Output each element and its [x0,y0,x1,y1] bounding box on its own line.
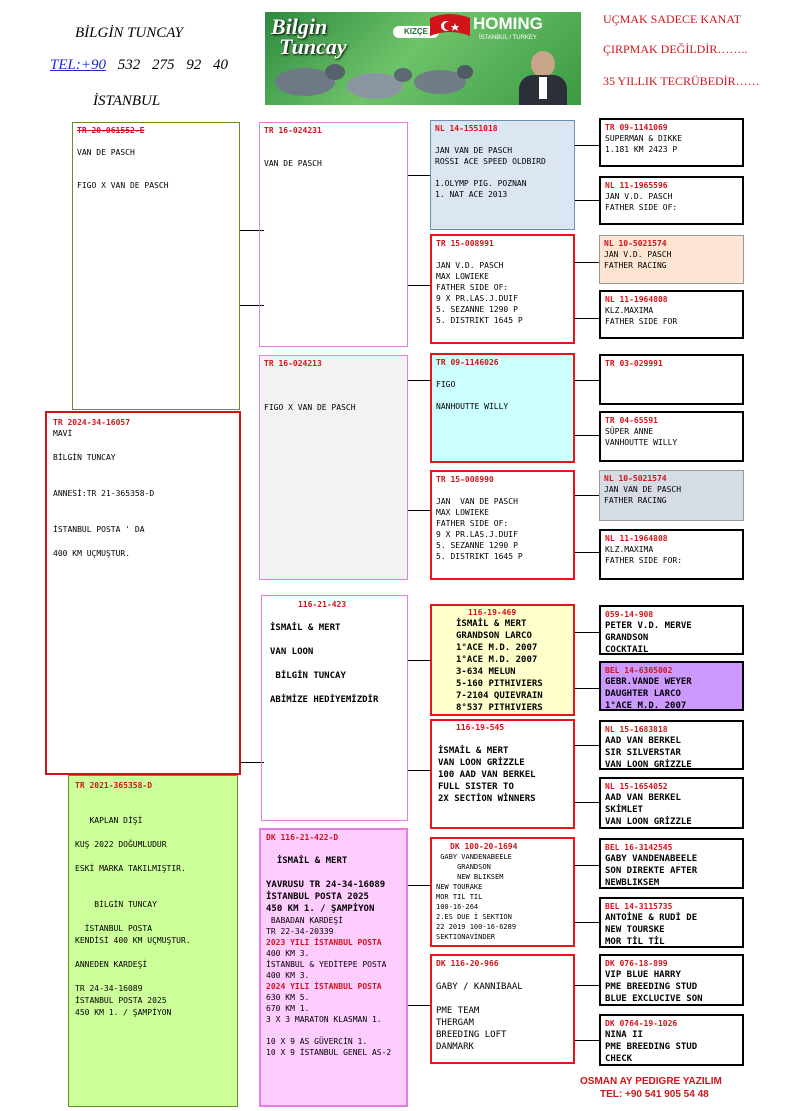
breeder-name: BİLGİN TUNCAY [75,25,183,41]
g3-card-6[interactable] [430,719,575,829]
pedigree-line: KENDİSİ 400 KM UÇMUŞTUR. [75,936,191,945]
pedigree-line [53,512,233,524]
pedigree-line [266,1025,401,1036]
pedigree-line: İSTANBUL POSTA 2025 [75,996,167,1005]
pedigree-line: KLZ.MAXIMA [605,306,654,315]
g2-ring: DK 116-21-422-D [266,833,339,842]
pedigree-line: COCKTAIL [605,645,649,655]
pedigree-line: 8°537 PITHIVIERS [456,703,543,713]
connector [575,435,599,436]
pedigree-line [77,136,235,147]
pedigree-line: VAN LOON GRİZZLE [605,760,692,770]
g4-card-9[interactable] [599,605,744,655]
g4-ring: DK 0764-19-1026 [605,1019,678,1028]
pedigree-line [53,476,233,488]
dam-ring: TR 2021-365358-D [75,781,153,790]
pedigree-line: THERGAM [436,1018,474,1028]
pedigree-line [438,733,567,745]
g2-ring: TR 16-024213 [264,359,322,368]
pedigree-line [270,634,399,646]
pedigree-line: ABİMİZE HEDİYEMİZDİR [270,695,379,705]
pedigree-line: NINA II [605,1030,643,1040]
pedigree-line: ROSSI ACE SPEED OLDBIRD [435,157,546,166]
pedigree-line: KAPLAN DİŞİ [75,816,143,825]
pedigree-line: 1.181 KM 2423 P [605,145,678,154]
sire-sire-card[interactable] [259,122,408,347]
pedigree-line [436,485,569,496]
pedigree-line: MAX LOWIEKE [436,508,489,517]
pedigree-line: GABY VANDENABEELE [605,854,698,864]
pedigree-line [436,249,569,260]
pedigree-line: 3-634 MELUN [456,667,516,677]
pedigree-line: 5. DISTRIKT 1645 P [436,552,523,561]
owner-photo [515,47,571,105]
pedigree-line [75,971,231,983]
g4-ring: 059-14-908 [605,610,654,619]
pedigree-line: BİLGİN TUNCAY [270,671,346,681]
pedigree-line [53,440,233,452]
g3-card-3[interactable] [430,353,575,463]
software-phone: TEL: +90 541 905 54 48 [600,1089,709,1100]
breeder-city: İSTANBUL [93,93,161,109]
pedigree-line: İSMAİL & MERT [266,856,348,866]
pedigree-line: VIP BLUE HARRY [605,970,681,980]
g4-card-8[interactable] [599,529,744,580]
pedigree-line: NEW TOURAKE [436,883,483,891]
pedigree-line: 9 X PR.LAS.J.DUIF [436,294,518,303]
pedigree-line [264,147,403,158]
pedigree-line [77,158,235,169]
connector [575,922,599,923]
software-credit: OSMAN AY PEDIGRE YAZILIM [580,1076,722,1087]
pedigree-line: JAN V.D. PASCH [605,192,673,201]
pedigree-line: 10 X 9 AS GÜVERCİN 1. [266,1037,368,1046]
pedigree-line: GRANDSON LARCO [456,631,532,641]
pedigree-line [435,134,570,145]
pedigree-line: VAN DE PASCH [264,159,322,168]
pedigree-line: MOR TIL TIL [436,893,483,901]
pedigree-line: 450 KM 1. / ŞAMPİYON [266,904,375,914]
g4-ring: BEL 14-3115735 [605,902,673,911]
pedigree-line: NEW TOURSKE [605,925,665,935]
g4-ring: NL 10-5021574 [604,474,667,483]
pedigree-line: 5-160 PITHIVIERS [456,679,543,689]
pedigree-line: 630 KM 5. [266,993,310,1002]
g3-card-4[interactable] [430,470,575,580]
pedigree-line: 2.ES DUE İ SEKTION [436,913,512,921]
pedigree-line [53,464,233,476]
g3-ring: TR 15-008990 [436,475,494,484]
breeder-phone [50,57,228,74]
pedigree-line: 3 X 3 MARATON KLASMAN 1. [266,1015,382,1024]
pedigree-line [436,969,569,981]
pedigree-line [53,500,233,512]
g4-ring: BEL 16-3142545 [605,843,673,852]
pedigree-line: 22 2019 100-16-6289 [436,923,517,931]
pedigree-line: SKİMLET [605,805,643,815]
connector [575,985,599,986]
g4-card-6[interactable] [599,411,744,462]
g4-ring: NL 10-5021574 [604,239,667,248]
g2-ring: TR 16-024231 [264,126,322,135]
connector [408,1005,430,1006]
pedigree-line: MAVİ [53,429,73,438]
connector [408,885,430,886]
pedigree-line [77,169,235,180]
pedigree-line: NEW BLIKSEM [436,873,504,881]
pedigree-line [266,867,401,879]
pedigree-line: 2X SECTİON WİNNERS [438,794,536,804]
pedigree-line [75,887,231,899]
g4-card-15[interactable] [599,954,744,1006]
pedigree-line [75,791,231,803]
pedigree-line [264,391,403,402]
pedigree-line: FATHER SIDE OF: [436,283,509,292]
pedigree-line: İSMAİL & MERT [438,746,509,756]
connector [408,175,430,176]
g4-card-4[interactable] [599,290,744,339]
pedigree-line: GRANDSON [605,633,649,643]
pedigree-line [264,369,403,380]
pedigree-line [75,947,231,959]
g4-card-2[interactable] [599,176,744,225]
g3-ring: 116-19-545 [456,723,505,732]
connector [575,745,599,746]
pedigree-line: İSMAİL & MERT [456,619,527,629]
g3-ring: 116-19-469 [468,608,517,617]
pedigree-line: CHECK [605,1054,633,1064]
flag-icon [430,14,470,38]
banner-brand-bottom: Tuncay [279,34,347,59]
pedigree-line: BİLGİN TUNCAY [75,900,157,909]
pedigree-line: İSTANBUL POSTA [75,924,153,933]
pedigree-line: 400 KM 3. [266,949,310,958]
pedigree-line: AAD VAN BERKEL [605,736,681,746]
pedigree-line: 100-16-264 [436,903,479,911]
g4-ring: TR 04-65591 [605,416,658,425]
g4-ring: NL 15-1683818 [605,725,668,734]
g4-card-13[interactable] [599,838,744,889]
pedigree-line: NEWBLIKSEM [605,878,660,888]
pedigree-line: JAN V.D. PASCH [436,261,504,270]
result-heading: 2024 YILI İSTANBUL POSTA [266,982,382,991]
pedigree-line: SÜPER ANNE [605,427,654,436]
g4-card-10[interactable] [599,661,744,711]
g3-ring: TR 09-1146026 [436,358,499,367]
pedigree-line [436,993,569,1005]
pedigree-line: SIR SILVERSTAR [605,748,681,758]
connector [575,552,599,553]
sire-card[interactable] [72,122,240,410]
g4-card-7[interactable] [599,470,744,521]
pedigree-line: 9 X PR.LAS.J.DUIF [436,530,518,539]
pedigree-line: KLZ.MAXIMA [605,545,654,554]
result-heading: 2023 YILI İSTANBUL POSTA [266,938,382,947]
dam-sire-card[interactable] [261,595,408,821]
pedigree-line: SUPERMAN & DIKKE [605,134,683,143]
pedigree-line [75,803,231,815]
dam-card[interactable] [68,775,238,1107]
pedigree-line: 1. NAT ACE 2013 [435,190,508,199]
g3-ring: NL 14-1551018 [435,124,498,133]
sire-dam-card[interactable] [259,355,408,580]
pedigree-line: VANHOUTTE WILLY [605,438,678,447]
connector [575,200,599,201]
pedigree-line: JAN V.D. PASCH [604,250,672,259]
g4-card-14[interactable] [599,897,744,948]
g4-ring: TR 09-1141069 [605,123,668,132]
pedigree-line: ESKİ MARKA TAKILMIŞTIR. [75,864,186,873]
pedigree-line: VAN LOON GRİZZLE [438,758,525,768]
connector [408,770,430,771]
pedigree-line: 7-2104 QUIEVRAIN [456,691,543,701]
pedigree-line: 400 KM 3. [266,971,310,980]
pedigree-line: 5. SEZANNE 1290 P [436,305,518,314]
g3-card-2[interactable] [430,234,575,344]
pedigree-line: 5. DISTRIKT 1645 P [436,316,523,325]
pedigree-line: 10 X 9 İSTANBUL GENEL AS-2 [266,1048,392,1057]
pedigree-line: DAUGHTER LARCO [605,689,681,699]
pedigree-line [75,851,231,863]
connector [575,318,599,319]
banner-badge: KIZÇE [393,26,439,38]
pedigree-line [75,875,231,887]
pedigree-line: FATHER SIDE OF: [436,519,509,528]
pedigree-line: İSTANBUL POSTA ' DA [53,525,145,534]
pedigree-line: BİLGİN TUNCAY [53,453,116,462]
pedigree-line: VAN DE PASCH [77,148,135,157]
phone-link[interactable]: TEL:+90 [50,57,106,73]
pedigree-line: 5. SEZANNE 1290 P [436,541,518,550]
pedigree-line: 1°ACE M.D. 2007 [456,643,538,653]
pedigree-line: 1°ACE M.D. 2007 [605,701,687,711]
loft-banner [265,12,581,105]
g4-card-11[interactable] [599,720,744,770]
connector [575,380,599,381]
connector [575,145,599,146]
pedigree-line [264,136,403,147]
pedigree-line [436,390,569,401]
pedigree-line: İSMAİL & MERT [270,623,341,633]
g4-ring: BEL 14-6305002 [605,666,673,675]
pedigree-line: DANMARK [436,1042,474,1052]
pedigree-line: BABADAN KARDEŞİ [266,916,344,925]
g3-card-8[interactable] [430,954,575,1064]
g4-card-1[interactable] [599,118,744,167]
pedigree-line [435,167,570,178]
pedigree-line: FATHER SIDE OF: [605,203,678,212]
pedigree-line: AAD VAN BERKEL [605,793,681,803]
g4-ring: TR 03-029991 [605,359,663,368]
connector [575,632,599,633]
pedigree-line: ANNESİ:TR 21-365358-D [53,489,155,498]
subject-ring: TR 2024-34-16057 [53,418,131,427]
pedigree-line: FATHER RACING [604,496,667,505]
g4-card-12[interactable] [599,777,744,829]
pedigree-line [264,380,403,391]
pedigree-line: SON DIREKTE AFTER [605,866,698,876]
pedigree-line: İSTANBUL & YEDİTEPE POSTA [266,960,387,969]
pedigree-line: TR 22-34-20339 [266,927,334,936]
banner-brand-right: HOMING [473,14,543,33]
pedigree-line: BREEDING LOFT [436,1030,507,1040]
phone-number: 532 275 92 40 [117,57,228,73]
connector [575,688,599,689]
connector [575,262,599,263]
pedigree-line [270,658,399,670]
banner-brand-right-sub: İSTANBUL / TURKEY [479,35,537,41]
pedigree-line: GABY VANDENABEELE [436,853,512,861]
pedigree-line: JAN VAN DE PASCH [604,485,682,494]
motto-line-3: 35 YILLIK TECRÜBEDİR…… [603,74,760,88]
g4-ring: NL 11-1964808 [605,295,668,304]
g3-card-1[interactable] [430,120,575,230]
pedigree-line: PME BREEDING STUD [605,982,698,992]
pedigree-line: FATHER SIDE FOR: [605,556,683,565]
pedigree-line: YAVRUSU TR 24-34-16089 [266,880,386,890]
pedigree-line: BLUE EXCLUCIVE SON [605,994,703,1004]
connector [408,380,430,381]
g4-card-3[interactable] [599,235,744,284]
g3-ring: DK 100-20-1694 [450,842,518,851]
pedigree-line: MOR TİL TİL [605,937,665,947]
pedigree-line: FIGO [436,380,456,389]
pedigree-line: GRANDSON [436,863,491,871]
g4-ring: NL 11-1965596 [605,181,668,190]
banner-brand-top: Bilgin [271,14,328,39]
motto-line-1: UÇMAK SADECE KANAT [603,12,742,26]
connector [408,510,430,511]
pedigree-line: ANTOİNE & RUDİ DE [605,913,698,923]
pedigree-line: 670 KM 1. [266,1004,310,1013]
pedigree-line: İSTANBUL POSTA 2025 [266,892,369,902]
pedigree-line [266,843,401,855]
g3-ring: TR 15-008991 [436,239,494,248]
connector [408,660,430,661]
pedigree-line: JAN VAN DE PASCH [436,497,518,506]
pedigree-line: KUŞ 2022 DOĞUMLUDUR [75,840,167,849]
pedigree-line: VAN LOON GRİZZLE [605,817,692,827]
pedigree-line: PME TEAM [436,1006,480,1016]
pedigree-line [270,610,399,622]
pedigree-line [53,536,233,548]
pedigree-line: VAN LOON [270,647,314,657]
subject-card[interactable] [45,411,241,775]
pedigree-line: 1°ACE M.D. 2007 [456,655,538,665]
pedigree-line: SEKTIONAVİNDER [436,933,496,941]
motto-line-2: ÇIRPMAK DEĞİLDİR…….. [603,42,748,56]
pedigree-line: NANHOUTTE WILLY [436,402,509,411]
pedigree-line: GEBR.VANDE WEYER [605,677,692,687]
pedigree-line: FIGO X VAN DE PASCH [264,403,356,412]
pedigree-line: 450 KM 1. / ŞAMPİYON [75,1008,172,1017]
pedigree-line: FIGO X VAN DE PASCH [77,181,169,190]
connector [575,1040,599,1041]
connector [575,802,599,803]
pedigree-line: ANNEDEN KARDEŞİ [75,960,148,969]
pedigree-line: TR 24-34-16089 [75,984,143,993]
g4-card-16[interactable] [599,1014,744,1066]
g3-ring: DK 116-20-966 [436,959,499,968]
g4-card-5[interactable] [599,354,744,405]
pedigree-line: PME BREEDING STUD [605,1042,698,1052]
pedigree-line [75,911,231,923]
pedigree-line: 1.OLYMP PIG. POZNAN [435,179,527,188]
g2-ring: 116-21-423 [298,600,347,609]
connector [575,865,599,866]
g3-card-7[interactable] [430,837,575,947]
pedigree-line: FULL SISTER TO [438,782,514,792]
pedigree-line: 400 KM UÇMUŞTUR. [53,549,131,558]
connector [408,285,430,286]
g3-card-5[interactable] [430,604,575,716]
g4-ring: NL 11-1964808 [605,534,668,543]
pedigree-line [75,827,231,839]
pedigree-line: 100 AAD VAN BERKEL [438,770,536,780]
pedigree-line: JAN VAN DE PASCH [435,146,513,155]
connector [575,495,599,496]
pedigree-line: FATHER SIDE FOR [605,317,678,326]
pedigree-line [436,368,569,379]
pedigree-line: PETER V.D. MERVE [605,621,692,631]
g4-ring: DK 076-18-899 [605,959,668,968]
dam-dam-card[interactable] [259,828,408,1107]
pedigree-line: GABY / KANNIBAAL [436,982,523,992]
pedigree-line: FATHER RACING [604,261,667,270]
sire-ring: TR 20-061552-E [77,126,145,135]
pedigree-line [270,682,399,694]
g4-ring: NL 15-1654052 [605,782,668,791]
pedigree-line: MAX LOWIEKE [436,272,489,281]
